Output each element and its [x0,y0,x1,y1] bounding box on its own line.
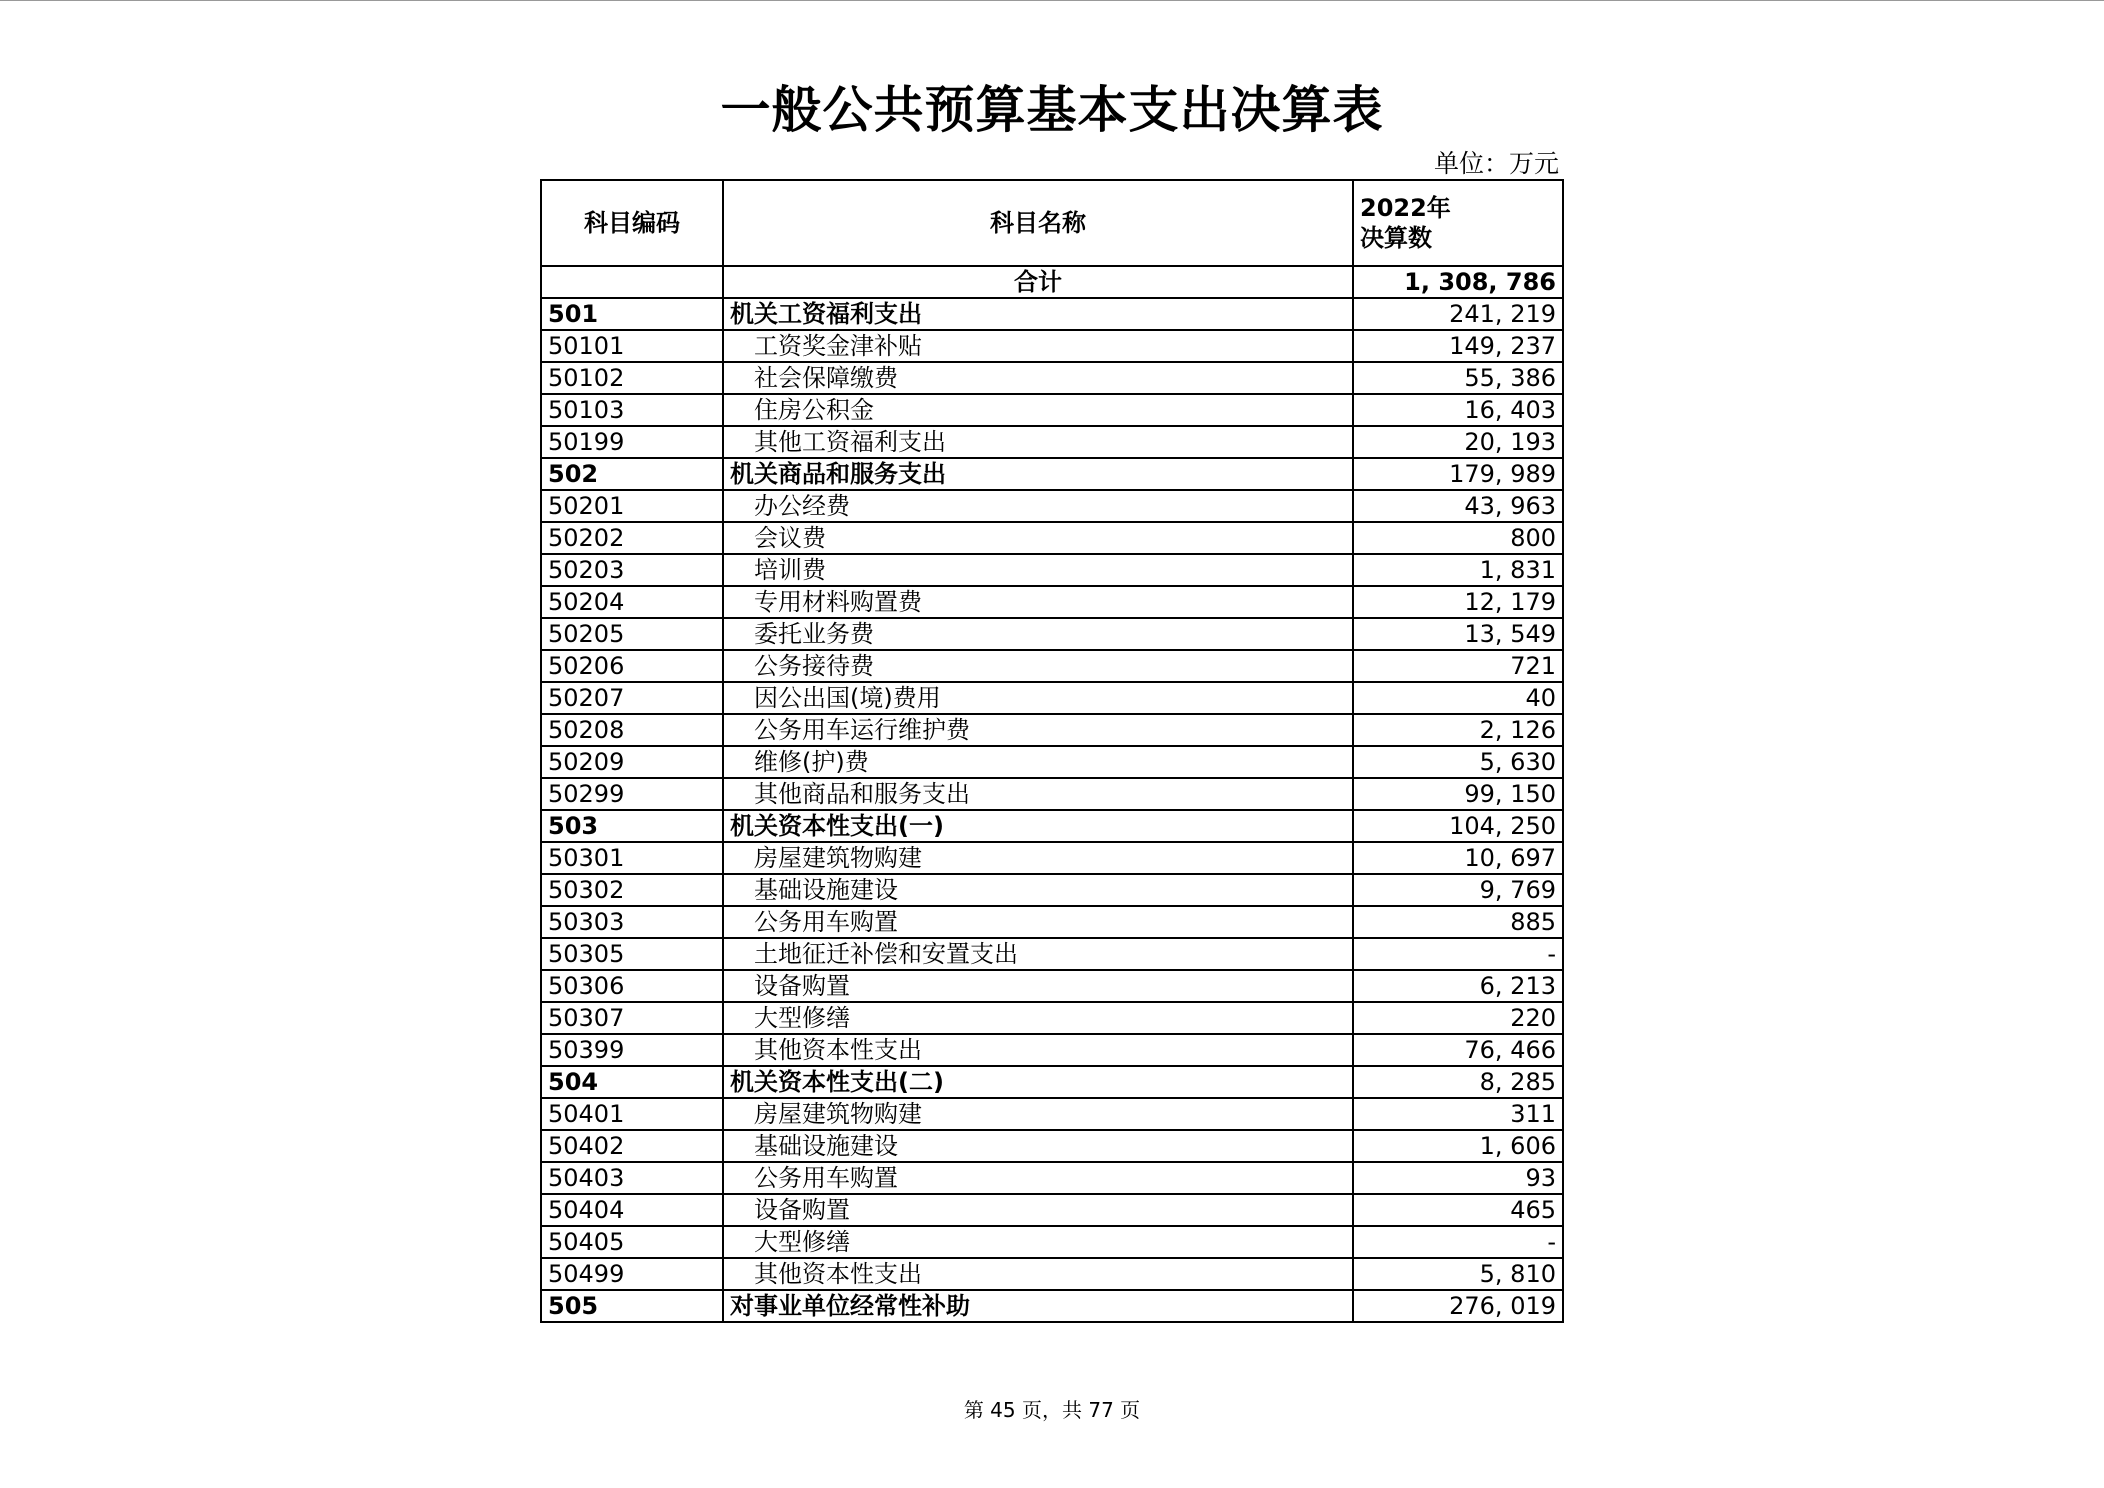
row-value: 149, 237 [1353,330,1563,362]
row-name: 机关资本性支出(一) [723,810,1353,842]
row-code: 50208 [541,714,723,746]
table-row [541,874,1563,906]
row-value: 241, 219 [1353,298,1563,330]
table-row [541,522,1563,554]
row-name: 培训费 [723,554,1353,586]
page-title: 一般公共预算基本支出决算表 [720,81,1384,139]
table-row [541,1130,1563,1162]
row-value: 721 [1353,650,1563,682]
header-row [541,180,1563,266]
table-row [541,970,1563,1002]
table-row [541,1258,1563,1290]
row-code: 50306 [541,970,723,1002]
row-value: 40 [1353,682,1563,714]
row-name: 委托业务费 [723,618,1353,650]
row-code: 50206 [541,650,723,682]
row-code: 50103 [541,394,723,426]
category-row [541,810,1563,842]
header-value-year: 2022年 [1360,194,1451,222]
total-label: 合计 [723,266,1353,298]
row-value: 55, 386 [1353,362,1563,394]
row-code: 50399 [541,1034,723,1066]
total-row [541,266,1563,298]
category-row [541,298,1563,330]
row-name: 因公出国(境)费用 [723,682,1353,714]
page-number-footer: 第 45 页，共 77 页 [963,1398,1141,1422]
row-code: 50207 [541,682,723,714]
row-value: 12, 179 [1353,586,1563,618]
row-code: 50299 [541,778,723,810]
unit-label: 单位：万元 [1433,149,1559,178]
header-code: 科目编码 [541,180,723,266]
table-row [541,1034,1563,1066]
row-code: 50203 [541,554,723,586]
table-row [541,1162,1563,1194]
category-row [541,1066,1563,1098]
row-code: 50404 [541,1194,723,1226]
row-value: - [1353,1226,1563,1258]
table-row [541,746,1563,778]
row-value: 10, 697 [1353,842,1563,874]
row-name: 住房公积金 [723,394,1353,426]
row-value: 43, 963 [1353,490,1563,522]
row-name: 机关商品和服务支出 [723,458,1353,490]
row-code: 50302 [541,874,723,906]
row-name: 房屋建筑物购建 [723,842,1353,874]
row-value: 220 [1353,1002,1563,1034]
row-name: 设备购置 [723,970,1353,1002]
category-row [541,1290,1563,1322]
row-value: 800 [1353,522,1563,554]
table-row [541,1226,1563,1258]
row-code: 50305 [541,938,723,970]
row-value: 93 [1353,1162,1563,1194]
row-name: 其他资本性支出 [723,1258,1353,1290]
row-code: 50102 [541,362,723,394]
table-row [541,938,1563,970]
table-row [541,362,1563,394]
table-row [541,1098,1563,1130]
table-row [541,394,1563,426]
row-name: 办公经费 [723,490,1353,522]
row-code: 50403 [541,1162,723,1194]
table-row [541,618,1563,650]
total-code [541,266,723,298]
row-code: 50405 [541,1226,723,1258]
table-row [541,842,1563,874]
row-value: 885 [1353,906,1563,938]
row-code: 50303 [541,906,723,938]
row-name: 会议费 [723,522,1353,554]
table-header [541,180,1563,266]
row-name: 其他工资福利支出 [723,426,1353,458]
total-value: 1, 308, 786 [1353,266,1563,298]
row-name: 公务用车购置 [723,1162,1353,1194]
row-code: 50199 [541,426,723,458]
row-code: 50499 [541,1258,723,1290]
row-value: 20, 193 [1353,426,1563,458]
row-code: 505 [541,1290,723,1322]
row-value: 8, 285 [1353,1066,1563,1098]
page-top-border [0,0,2104,1]
row-name: 公务用车购置 [723,906,1353,938]
table-row [541,650,1563,682]
row-value: 99, 150 [1353,778,1563,810]
row-value: 179, 989 [1353,458,1563,490]
row-value: 5, 810 [1353,1258,1563,1290]
row-value: - [1353,938,1563,970]
row-name: 公务接待费 [723,650,1353,682]
row-name: 大型修缮 [723,1002,1353,1034]
row-name: 其他资本性支出 [723,1034,1353,1066]
row-value: 311 [1353,1098,1563,1130]
table-row [541,426,1563,458]
row-code: 50101 [541,330,723,362]
row-code: 50201 [541,490,723,522]
row-name: 工资奖金津补贴 [723,330,1353,362]
table-row [541,714,1563,746]
row-name: 设备购置 [723,1194,1353,1226]
row-code: 503 [541,810,723,842]
row-value: 1, 831 [1353,554,1563,586]
row-value: 5, 630 [1353,746,1563,778]
row-name: 机关资本性支出(二) [723,1066,1353,1098]
row-value: 465 [1353,1194,1563,1226]
table-row [541,682,1563,714]
row-value: 104, 250 [1353,810,1563,842]
row-code: 50401 [541,1098,723,1130]
row-name: 其他商品和服务支出 [723,778,1353,810]
row-code: 504 [541,1066,723,1098]
row-name: 维修(护)费 [723,746,1353,778]
row-value: 13, 549 [1353,618,1563,650]
budget-expenditure-table [540,179,1564,1323]
row-code: 50301 [541,842,723,874]
header-value-label: 决算数 [1360,224,1432,252]
row-code: 50204 [541,586,723,618]
table-row [541,906,1563,938]
row-name: 大型修缮 [723,1226,1353,1258]
header-value [1353,180,1563,266]
row-name: 房屋建筑物购建 [723,1098,1353,1130]
row-name: 机关工资福利支出 [723,298,1353,330]
row-name: 社会保障缴费 [723,362,1353,394]
row-code: 502 [541,458,723,490]
row-value: 16, 403 [1353,394,1563,426]
row-code: 50307 [541,1002,723,1034]
row-name: 基础设施建设 [723,1130,1353,1162]
row-value: 276, 019 [1353,1290,1563,1322]
table-row [541,330,1563,362]
row-name: 土地征迁补偿和安置支出 [723,938,1353,970]
table-row [541,554,1563,586]
row-name: 对事业单位经常性补助 [723,1290,1353,1322]
row-code: 50202 [541,522,723,554]
row-name: 公务用车运行维护费 [723,714,1353,746]
table-row [541,490,1563,522]
row-value: 76, 466 [1353,1034,1563,1066]
row-value: 1, 606 [1353,1130,1563,1162]
header-name: 科目名称 [723,180,1353,266]
row-name: 基础设施建设 [723,874,1353,906]
table-row [541,778,1563,810]
row-code: 50205 [541,618,723,650]
row-code: 501 [541,298,723,330]
row-value: 2, 126 [1353,714,1563,746]
table-row [541,1194,1563,1226]
category-row [541,458,1563,490]
row-value: 6, 213 [1353,970,1563,1002]
row-value: 9, 769 [1353,874,1563,906]
row-code: 50402 [541,1130,723,1162]
table-row [541,1002,1563,1034]
row-code: 50209 [541,746,723,778]
row-name: 专用材料购置费 [723,586,1353,618]
table-body [541,266,1563,1322]
table-row [541,586,1563,618]
